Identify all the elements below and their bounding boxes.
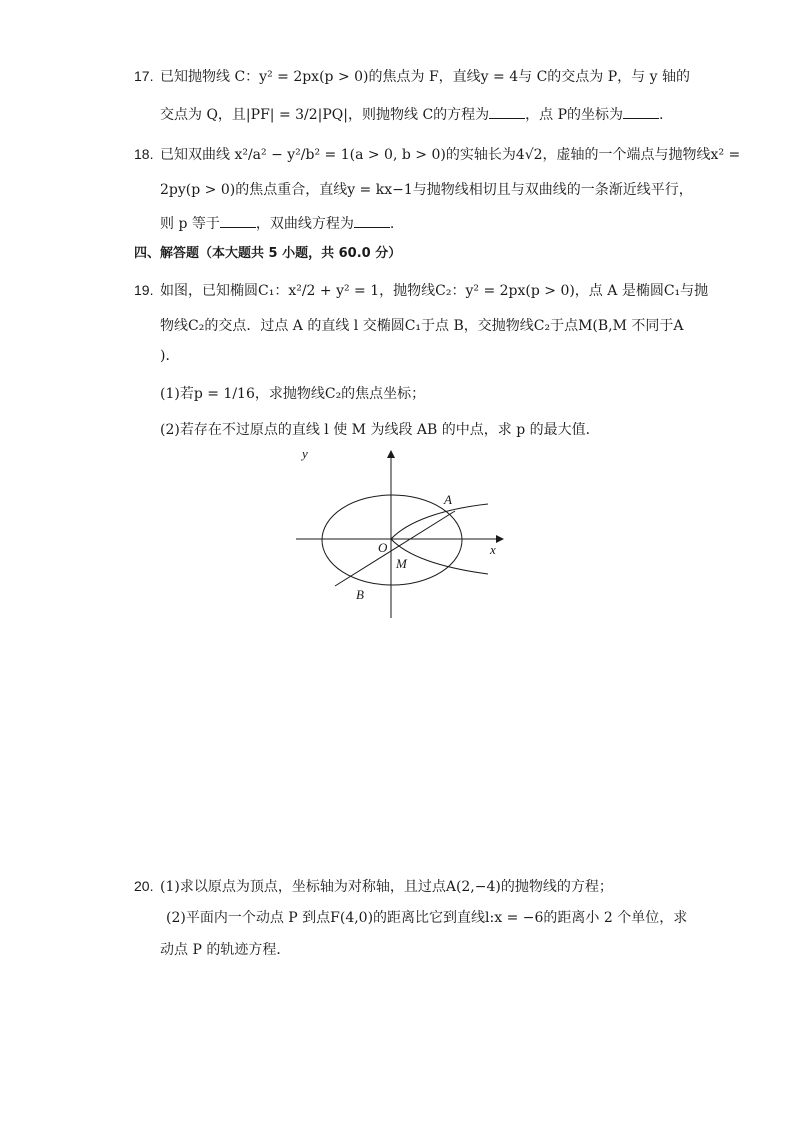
problem-text: . — [659, 107, 664, 123]
problem-text: 物线C₂的交点．过点 A 的直线 l 交椭圆C₁于点 B，交抛物线C₂于点M(B,M 不同于A — [160, 318, 684, 334]
answer-blank[interactable] — [489, 104, 525, 119]
origin-label: O — [378, 540, 388, 555]
problem-text: . — [389, 216, 395, 232]
problem-text: (1)求以原点为顶点，坐标轴为对称轴，且过点A(2,−4)的抛物线的方程； — [160, 879, 613, 895]
problem-19-line-3 — [160, 346, 179, 366]
problem-17-line-1 — [134, 66, 690, 87]
y-axis-arrow — [387, 450, 395, 458]
problem-18-line-1 — [134, 144, 740, 165]
problem-text: 则 p 等于 — [160, 216, 220, 232]
problem-number: 17. — [134, 68, 154, 84]
problem-18-line-3 — [160, 213, 394, 234]
problem-text: 已知抛物线 C：y² = 2px(p > 0)的焦点为 F，直线y = 4与 C的交点为 P，与 y 轴的 — [160, 69, 690, 85]
problem-19-line-1 — [134, 280, 708, 301]
problem-number: 20. — [134, 878, 154, 894]
ellipse-parabola-figure — [288, 446, 508, 626]
section-title: 四、解答题（本大题共 5 小题，共 60.0 分） — [134, 246, 402, 261]
answer-blank[interactable] — [623, 104, 659, 119]
problem-text: 交点为 Q，且|PF| = 3/2|PQ|，则抛物线 C的方程为 — [160, 107, 490, 123]
problem-17-line-2 — [160, 104, 663, 125]
problem-number: 19. — [134, 282, 154, 298]
answer-blank[interactable] — [220, 213, 256, 228]
y-axis-label: y — [302, 446, 308, 461]
problem-text: (2)平面内一个动点 P 到点F(4,0)的距离比它到直线l:x = −6的距离小 2 个单位，求 — [166, 910, 688, 926]
problem-20-line-2 — [166, 908, 687, 928]
point-m-label: M — [396, 556, 407, 571]
problem-19-part-2 — [160, 420, 600, 440]
problem-number: 18. — [134, 146, 154, 162]
x-axis-arrow — [496, 535, 504, 543]
problem-text: 动点 P 的轨迹方程． — [160, 942, 291, 958]
point-b-label: B — [356, 587, 364, 602]
answer-blank[interactable] — [354, 213, 390, 228]
problem-text: ，点 P的坐标为 — [525, 107, 624, 123]
problem-text: 2py(p > 0)的焦点重合，直线y = kx−1与抛物线相切且与双曲线的一条渐近线平行， — [160, 182, 693, 198]
problem-text: (2)若存在不过原点的直线 l 使 M 为线段 AB 的中点，求 p 的最大值． — [160, 422, 600, 438]
problem-text: 已知双曲线 x²/a² − y²/b² = 1(a > 0, b > 0)的实轴长为4√2，虚轴的一个端点与抛物线x² = — [160, 147, 741, 163]
problem-18-line-2 — [160, 180, 693, 200]
problem-text: (1)若p = 1/16，求抛物线C₂的焦点坐标； — [160, 386, 426, 402]
problem-text: )． — [160, 348, 180, 364]
x-axis-label: x — [490, 542, 496, 557]
problem-text: 如图，已知椭圆C₁：x²/2 + y² = 1，抛物线C₂：y² = 2px(p > 0)，点 A 是椭圆C₁与抛 — [160, 283, 709, 299]
problem-19-line-2 — [160, 316, 684, 336]
problem-19-part-1 — [160, 384, 425, 404]
problem-20-line-1 — [134, 876, 613, 897]
problem-text: ，双曲线方程为 — [255, 216, 354, 232]
problem-20-line-3 — [160, 940, 290, 960]
point-a-label: A — [444, 492, 452, 507]
